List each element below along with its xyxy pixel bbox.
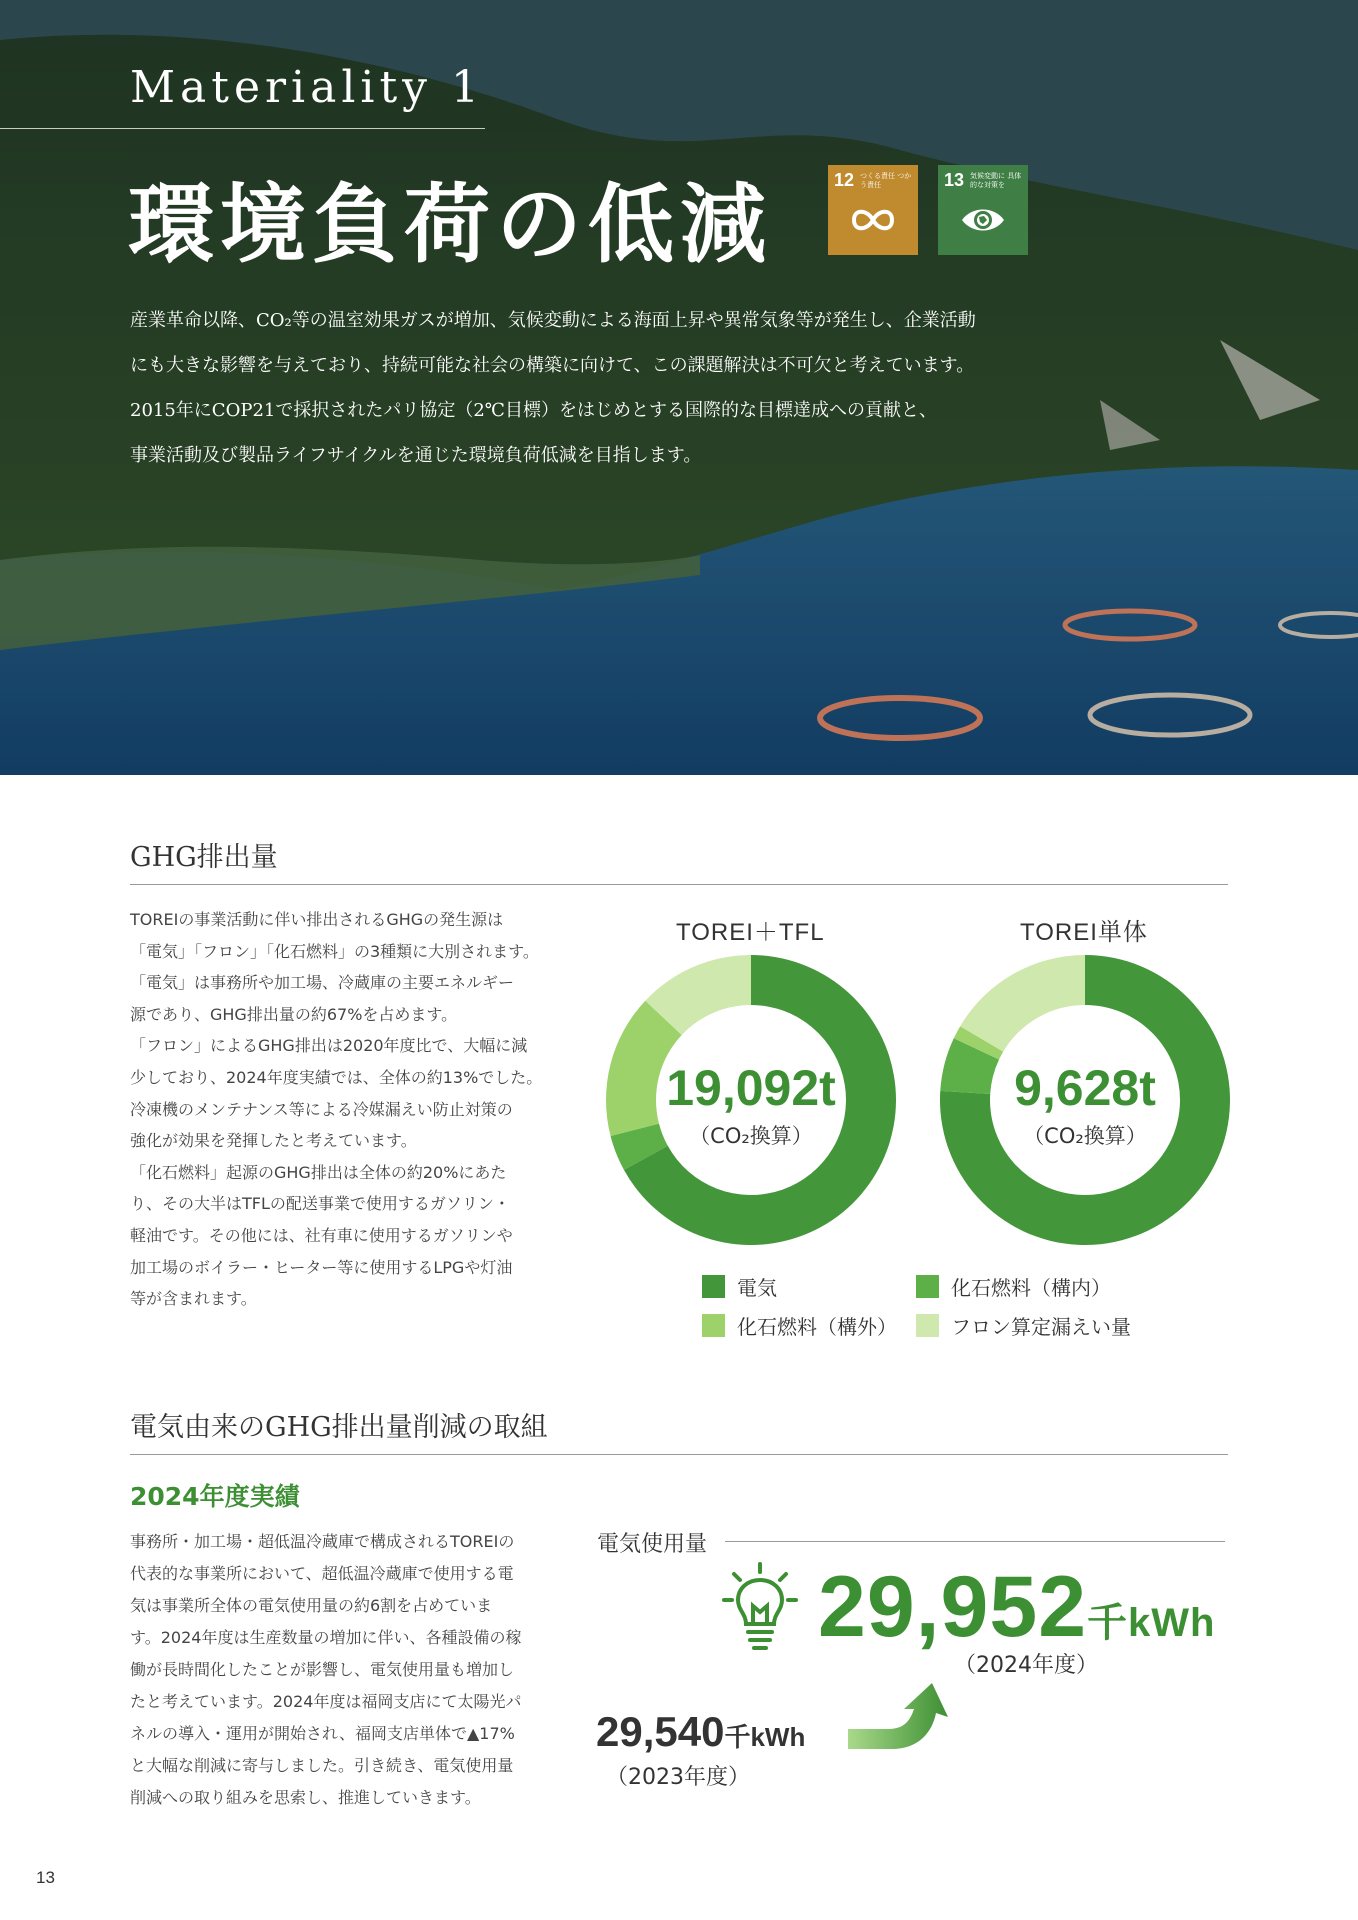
- usage-rule: [725, 1541, 1225, 1542]
- legend-swatch: [702, 1314, 725, 1337]
- ghg-heading: GHG排出量: [130, 842, 278, 873]
- legend-item-fossil-offsite: 化石燃料（構外）: [702, 1311, 897, 1340]
- donut-center-unit: （CO₂換算）: [689, 1124, 813, 1148]
- eye-globe-icon: [960, 203, 1006, 237]
- hero-photo: [0, 0, 1358, 775]
- materiality-label: Materiality 1: [130, 62, 485, 113]
- electric-rule: [130, 1454, 1228, 1455]
- usage-2023: 29,540千kWh: [596, 1708, 806, 1755]
- intro-text: 産業革命以降、CO₂等の温室効果ガスが増加、気候変動による海面上昇や異常気象等が発生し、企業活動 にも大きな影響を与えており、持続可能な社会の構築に向けて、この課題解決は不可欠と考えています。 2015年にCOP21で採択されたパリ協定（2℃目標）をはじめとする国際的な目標達成への貢献と、 事業活動及び製品ライフサイクルを通じた環境負荷低減を目指します。: [130, 310, 976, 466]
- legend-item-fossil-onsite: 化石燃料（構内）: [916, 1272, 1111, 1301]
- page-number: 13: [36, 1868, 55, 1887]
- results-subheading: 2024年度実績: [130, 1482, 300, 1511]
- year-2024: （2024年度）: [954, 1653, 1098, 1678]
- infinity-icon: [850, 203, 896, 237]
- electric-heading: 電気由来のGHG排出量削減の取組: [130, 1412, 548, 1443]
- donut-slice-3: [960, 955, 1085, 1052]
- usage-label: 電気使用量: [597, 1532, 708, 1557]
- increase-arrow-icon: [848, 1683, 952, 1763]
- ghg-paragraph: TOREIの事業活動に伴い排出されるGHGの発生源は 「電気」「フロン」「化石燃料」の3種類に大別されます。 「電気」は事務所や加工場、冷蔵庫の主要エネルギー 源であり、GHG排出量の約67%を占めます。 「フロン」によるGHG排出は2020年度比で、大幅に減 少しており、2024年度実績では、全体の約13%でした。 冷凍機のメンテナンス等による冷媒漏えい防止対策の 強化が効果を発揮したと考えています。 「化石燃料」起源のGHG排出は全体の約20%にあた り、その大半はTFLの配送事業で使用するガソリン・ 軽油です。その他には、社有車に使用するガソリンや 加工場のボイラー・ヒーター等に使用するLPGや灯油 等が含まれます。: [130, 910, 543, 1309]
- page-title: 環境負荷の低減: [128, 174, 772, 275]
- legend-item-electric: 電気: [702, 1272, 777, 1301]
- legend-swatch: [916, 1314, 939, 1337]
- donut-center-value: 9,628t: [1014, 1060, 1156, 1116]
- electric-paragraph: 事務所・加工場・超低温冷蔵庫で構成されるTOREIの 代表的な事業所において、超低温冷蔵庫で使用する電 気は事業所全体の電気使用量の約6割を占めていま す。2024年度は生産数量の増加に伴い、各種設備の稼 働が長時間化したことが影響し、電気使用量も増加し たと考えています。2024年度は福岡支店にて太陽光パ ネルの導入・運用が開始され、福岡支店単体で▲17% と大幅な削減に寄与しました。引き続き、電気使用量 削減への取り組みを思索し、推進していきます。: [130, 1532, 522, 1807]
- divider: [0, 128, 485, 129]
- usage-2024: 29,952千kWh: [818, 1559, 1216, 1655]
- donut-chart-torei-tfl: [606, 955, 896, 1245]
- sdg-12-badge: 12 つくる責任 つかう責任: [828, 165, 918, 255]
- donut-chart-torei: [940, 955, 1230, 1245]
- donut-center-unit: （CO₂換算）: [1023, 1124, 1147, 1148]
- chart-title-torei-tfl: TOREI＋TFL: [676, 919, 825, 946]
- year-2023: （2023年度）: [606, 1765, 750, 1790]
- donut-center-value: 19,092t: [666, 1060, 836, 1116]
- ghg-rule: [130, 884, 1228, 885]
- legend-item-freon: フロン算定漏えい量: [916, 1311, 1131, 1340]
- lightbulb-icon: [722, 1562, 798, 1654]
- chart-title-torei: TOREI単体: [1020, 919, 1148, 946]
- legend-swatch: [702, 1275, 725, 1298]
- sdg-13-badge: 13 気候変動に 具体的な対策を: [938, 165, 1028, 255]
- legend-swatch: [916, 1275, 939, 1298]
